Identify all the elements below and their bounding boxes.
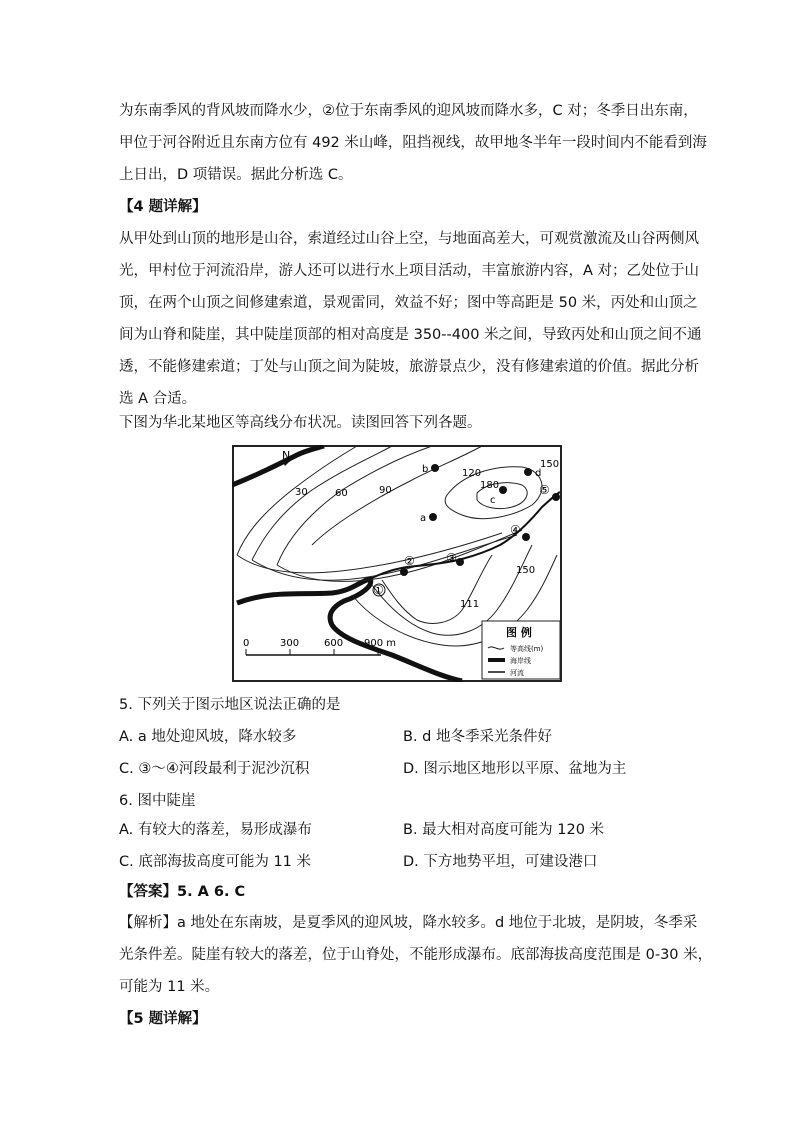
- text-line: 上日出，D 项错误。据此分析选 C。: [119, 167, 353, 183]
- circled-label: ②: [404, 554, 415, 568]
- option-d: D. 图示地区地形以平原、盆地为主: [403, 761, 627, 777]
- scale-tick: 600: [324, 638, 344, 649]
- scale-tick: 300: [280, 638, 300, 649]
- option-b: B. d 地冬季采光条件好: [403, 729, 552, 745]
- analysis-line: 光条件差。陡崖有较大的落差，位于山脊处，不能形成瀑布。底部海拔高度范围是 0-30 米，: [119, 947, 713, 963]
- option-c: C. 底部海拔高度可能为 11 米: [119, 854, 312, 870]
- contour-map: [232, 445, 562, 682]
- intro-text: 下图为华北某地区等高线分布状况。读图回答下列各题。: [119, 415, 482, 431]
- circled-label: ⑤: [539, 483, 550, 497]
- circled-label: ③: [446, 551, 457, 565]
- text-line: 光，甲村位于河流沿岸，游人还可以进行水上项目活动，丰富旅游内容，A 对；乙处位于山: [119, 263, 700, 279]
- river-point: [456, 558, 464, 566]
- point-label: d: [535, 468, 542, 479]
- option-c: C. ③～④河段最利于泥沙沉积: [119, 761, 310, 777]
- contour-label: 111: [460, 599, 480, 610]
- section-heading: 【4 题详解】: [119, 199, 207, 215]
- text-line: 顶，在两个山顶之间修建索道，景观雷同，效益不好；图中等高距是 50 米，丙处和山顶之: [119, 295, 698, 311]
- text-line: 甲位于河谷附近且东南方位有 492 米山峰，阻挡视线，故甲地冬半年一段时间内不能看到海: [119, 135, 707, 151]
- point-d: [524, 468, 532, 476]
- point-a: [429, 513, 437, 521]
- circled-label: ④: [510, 523, 521, 537]
- contour-label: 30: [295, 487, 308, 498]
- north-label: N: [282, 449, 291, 462]
- legend-item: 海岸线: [510, 657, 531, 665]
- legend-title: 图 例: [506, 626, 532, 639]
- section-heading: 【5 题详解】: [119, 1011, 207, 1027]
- text-line: 从甲处到山顶的地形是山谷，索道经过山谷上空，与地面高差大，可观赏激流及山谷两侧风: [119, 231, 699, 247]
- contour-label: 60: [335, 488, 348, 499]
- question-stem: 5. 下列关于图示地区说法正确的是: [119, 697, 341, 713]
- river-point: [552, 493, 560, 501]
- option-b: B. 最大相对高度可能为 120 米: [403, 822, 605, 838]
- legend-item: 河流: [510, 669, 524, 677]
- map-legend: [482, 621, 560, 679]
- text-line: 间为山脊和陡崖，其中陡崖顶部的相对高度是 350--400 米之间，导致丙处和山顶之间不通: [119, 327, 702, 343]
- point-label: c: [490, 495, 496, 506]
- text-line: 选 A 合适。: [119, 391, 197, 407]
- point-label: b: [422, 464, 429, 475]
- scale-tick: 0: [243, 638, 250, 649]
- legend-item: 等高线(m): [510, 645, 544, 653]
- scale-tick: 900 m: [364, 638, 397, 649]
- text-line: 透，不能修建索道；丁处与山顶之间为陡坡，旅游景点少，没有修建索道的价值。据此分析: [119, 359, 699, 375]
- contour-label: 120: [462, 468, 482, 479]
- circled-label: ①: [373, 583, 384, 597]
- question-stem: 6. 图中陡崖: [119, 793, 196, 809]
- option-a: A. a 地处迎风坡，降水较多: [119, 729, 297, 745]
- point-label: a: [420, 513, 427, 524]
- option-d: D. 下方地势平坦，可建设港口: [403, 854, 598, 870]
- contour-label: 150: [540, 459, 560, 470]
- analysis-line: 【解析】a 地处在东南坡，是夏季风的迎风坡，降水较多。d 地位于北坡，是阴坡，冬季采: [119, 915, 698, 931]
- point-c: [499, 486, 507, 494]
- contour-label: 90: [379, 485, 392, 496]
- point-b: [431, 464, 439, 472]
- text-line: 为东南季风的背风坡而降水少，②位于东南季风的迎风坡而降水多，C 对；冬季日出东南，: [119, 103, 698, 119]
- river-point: [400, 568, 408, 576]
- contour-label: 180: [480, 480, 500, 491]
- contour-label: 150: [516, 565, 536, 576]
- river-point: [522, 533, 530, 541]
- option-a: A. 有较大的落差，易形成瀑布: [119, 822, 312, 838]
- analysis-line: 可能为 11 米。: [119, 979, 220, 995]
- answer-line: 【答案】5. A 6. C: [119, 884, 246, 900]
